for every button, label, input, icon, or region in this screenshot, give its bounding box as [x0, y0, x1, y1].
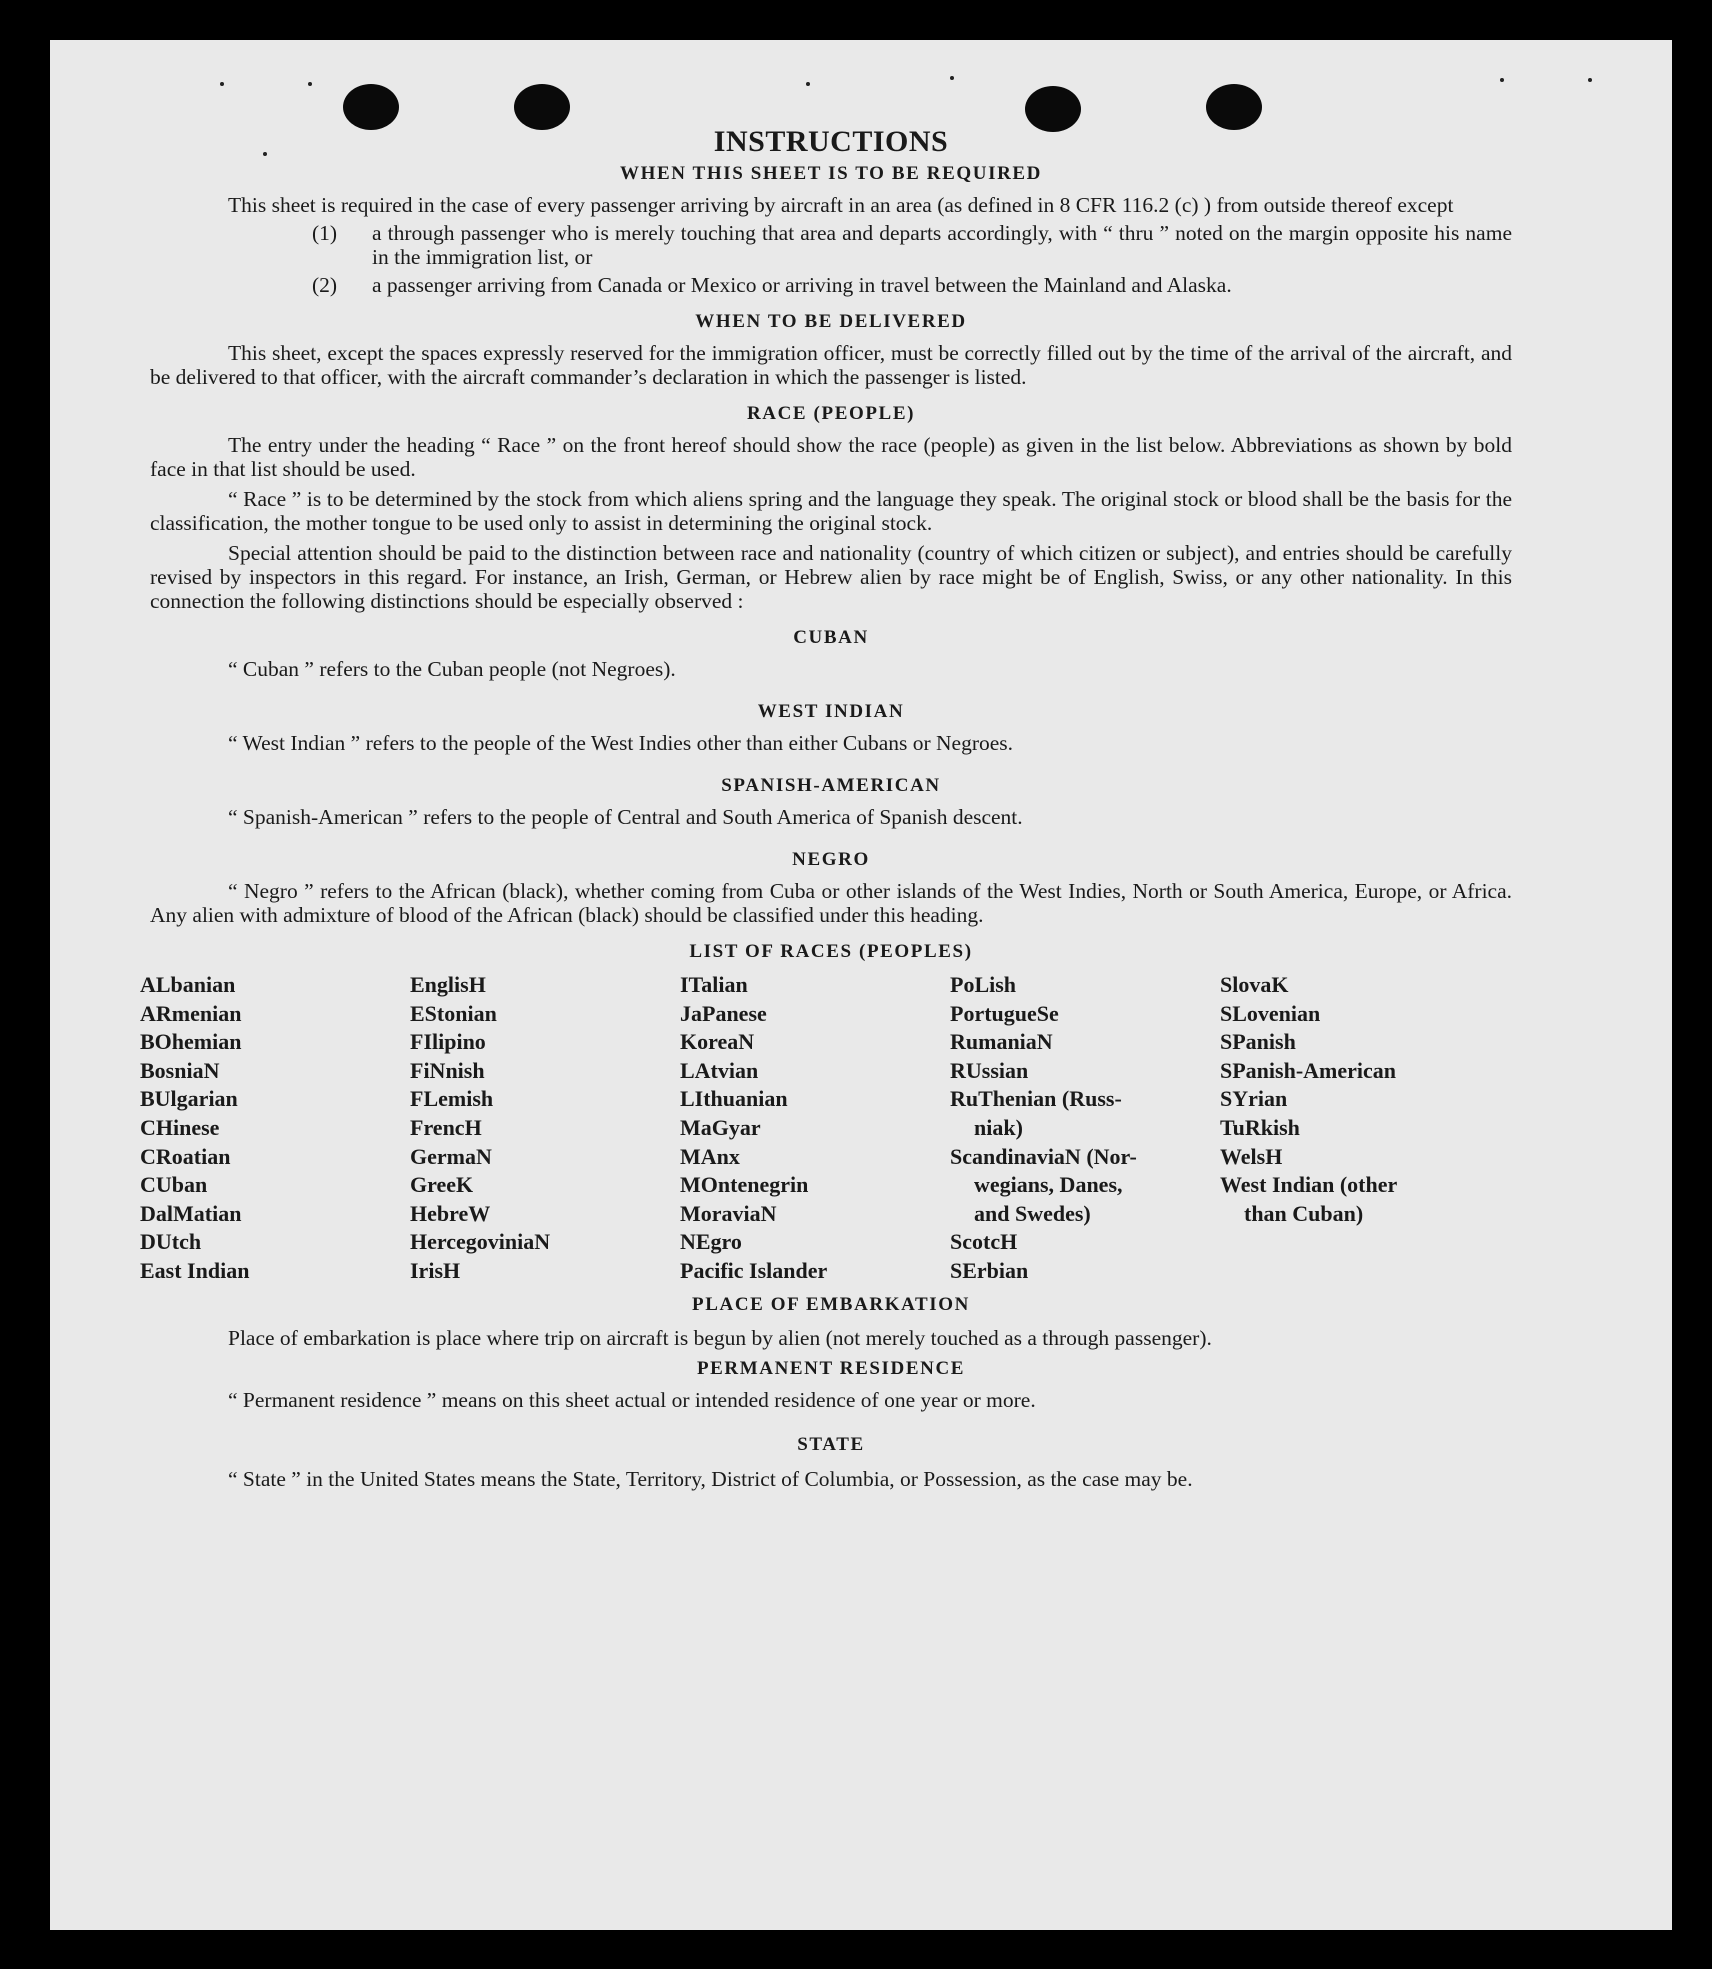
residence-text: “ Permanent residence ” means on this sheet actual or intended residence of one year or more.	[228, 1387, 1036, 1412]
section-heading-embarkation: PLACE OF EMBARKATION	[692, 1293, 970, 1315]
races-column	[680, 971, 950, 1286]
race-entry: CHinese	[140, 1114, 220, 1140]
section-heading-cuban: CUBAN	[793, 627, 869, 648]
exception-item	[150, 273, 1512, 297]
race-entry-continued: and Swedes)	[974, 1200, 1091, 1226]
race-entry: Pacific Islander	[680, 1257, 828, 1283]
race-paragraph-2: “ Race ” is to be determined by the stock from which aliens spring and the language they speak. The original stock or blood shall be the basis for the classification, the mother tongue to be used only to assist in determining the original stock.	[150, 487, 1512, 535]
west-indian-text: “ West Indian ” refers to the people of the West Indies other than either Cubans or Negroes.	[228, 731, 1014, 755]
race-entry: GermaN	[410, 1143, 492, 1169]
race-entry: ARmenian	[140, 1000, 242, 1026]
speck	[806, 82, 810, 86]
exception-number: (2)	[312, 273, 338, 297]
punch-hole	[1206, 84, 1262, 130]
section-heading-spanish-american: SPANISH-AMERICAN	[721, 775, 941, 796]
race-entry: IrisH	[410, 1257, 461, 1283]
race-entry: SErbian	[950, 1257, 1029, 1283]
speck	[308, 82, 312, 86]
race-entry: GreeK	[410, 1172, 474, 1198]
race-entry: WelsH	[1220, 1143, 1283, 1169]
page-title: INSTRUCTIONS	[713, 125, 949, 158]
embarkation-text: Place of embarkation is place where trip on aircraft is begun by alien (not merely touched as a through passenger).	[228, 1325, 1212, 1350]
races-column	[140, 971, 410, 1286]
race-entry: FiNnish	[410, 1057, 485, 1083]
cuban-text: “ Cuban ” refers to the Cuban people (not Negroes).	[228, 657, 676, 681]
race-entry: PoLish	[950, 972, 1017, 997]
exception-item	[150, 221, 1512, 269]
exception-text: a passenger arriving from Canada or Mexico or arriving in travel between the Mainland and Alaska.	[372, 273, 1232, 297]
race-entry: SYrian	[1220, 1086, 1288, 1112]
race-entry: FIlipino	[410, 1029, 486, 1055]
negro-text: “ Negro ” refers to the African (black), whether coming from Cuba or other islands of the West Indies, North or South America, Europe, or Africa. Any alien with admixture of blood of the African (black) should be classified under this heading.	[150, 879, 1512, 927]
races-list	[140, 971, 1512, 1286]
race-entry: JaPanese	[680, 1000, 767, 1026]
race-entry: KoreaN	[680, 1029, 755, 1055]
race-entry: FrencH	[410, 1114, 482, 1140]
section-heading-races-list: LIST OF RACES (PEOPLES)	[689, 941, 973, 962]
race-entry: HercegoviniaN	[410, 1229, 551, 1255]
race-entry: MAnx	[680, 1143, 740, 1169]
race-entry: DUtch	[140, 1229, 202, 1255]
speck	[1588, 78, 1592, 82]
race-entry: BUlgarian	[140, 1086, 238, 1112]
race-entry: RuThenian (Russ-	[950, 1086, 1122, 1112]
instructions-body	[140, 125, 1512, 1494]
race-entry: FLemish	[410, 1086, 494, 1112]
races-column	[950, 971, 1220, 1286]
exception-number: (1)	[312, 221, 338, 245]
punch-hole	[514, 84, 570, 130]
speck	[220, 82, 224, 86]
race-entry-continued: wegians, Danes,	[974, 1172, 1123, 1198]
speck	[1500, 78, 1504, 82]
delivered-text: This sheet, except the spaces expressly reserved for the immigration officer, must be correctly filled out by the time of the arrival of the aircraft, and be delivered to that officer, with the aircraft commander’s declaration in which the passenger is listed.	[150, 341, 1512, 389]
race-entry: CRoatian	[140, 1143, 231, 1169]
race-entry: MaGyar	[680, 1114, 761, 1140]
race-entry: ITalian	[680, 972, 748, 997]
race-entry: SlovaK	[1220, 972, 1289, 997]
races-column	[1220, 971, 1490, 1286]
section-heading-required: WHEN THIS SHEET IS TO BE REQUIRED	[619, 163, 1043, 184]
race-paragraph-1: The entry under the heading “ Race ” on the front hereof should show the race (people) as given in the list below. Abbreviations as shown by bold face in that list should be used.	[150, 433, 1512, 481]
race-entry: ScotcH	[950, 1229, 1018, 1255]
race-entry: EStonian	[410, 1000, 497, 1026]
race-entry: EnglisH	[410, 972, 486, 997]
race-entry: DalMatian	[140, 1200, 242, 1226]
races-column	[410, 971, 680, 1286]
punch-hole	[343, 84, 399, 130]
race-entry: MoraviaN	[680, 1200, 777, 1226]
race-entry: East Indian	[140, 1257, 250, 1283]
required-intro: This sheet is required in the case of every passenger arriving by aircraft in an area (as defined in 8 CFR 116.2 (c) ) from outside thereof except	[228, 193, 1454, 217]
exception-text: a through passenger who is merely touching that area and departs accordingly, with “ thru ” noted on the margin opposite his name in the immigration list, or	[372, 221, 1512, 269]
section-heading-west-indian: WEST INDIAN	[757, 701, 905, 722]
race-entry: SPanish	[1220, 1029, 1296, 1055]
race-entry-continued: than Cuban)	[1244, 1200, 1364, 1226]
race-entry: BOhemian	[140, 1029, 242, 1055]
race-paragraph-3: Special attention should be paid to the distinction between race and nationality (country of which citizen or subject), and entries should be carefully revised by inspectors in this regard. For instance, an Irish, German, or Hebrew alien by race might be of English, Swiss, or any other nationality. In this connection the following distinctions should be especially observed :	[150, 541, 1512, 613]
race-entry: LAtvian	[680, 1057, 759, 1083]
section-heading-negro: NEGRO	[792, 849, 870, 870]
race-entry: PortugueSe	[950, 1000, 1059, 1026]
race-entry-continued: niak)	[974, 1114, 1023, 1140]
race-entry: RumaniaN	[950, 1029, 1053, 1055]
race-entry: TuRkish	[1220, 1114, 1300, 1140]
race-entry: SLovenian	[1220, 1000, 1321, 1026]
section-heading-state: STATE	[797, 1433, 865, 1455]
race-entry: MOntenegrin	[680, 1172, 809, 1198]
section-heading-race: RACE (PEOPLE)	[746, 403, 916, 424]
race-entry: ScandinaviaN (Nor-	[950, 1143, 1137, 1169]
speck	[950, 76, 954, 80]
race-entry: CUban	[140, 1172, 208, 1198]
section-heading-residence: PERMANENT RESIDENCE	[696, 1357, 966, 1379]
race-entry: LIthuanian	[680, 1086, 788, 1112]
race-entry: SPanish-American	[1220, 1057, 1396, 1083]
section-heading-delivered: WHEN TO BE DELIVERED	[695, 311, 967, 332]
race-entry: West Indian (other	[1220, 1172, 1398, 1198]
race-entry: BosniaN	[140, 1057, 220, 1083]
race-entry: RUssian	[950, 1057, 1029, 1083]
race-entry: NEgro	[680, 1229, 742, 1255]
spanish-american-text: “ Spanish-American ” refers to the people of Central and South America of Spanish descent.	[228, 805, 1023, 829]
race-entry: ALbanian	[140, 972, 236, 997]
state-text: “ State ” in the United States means the State, Territory, District of Columbia, or Possession, as the case may be.	[228, 1466, 1193, 1491]
race-entry: HebreW	[410, 1200, 491, 1226]
